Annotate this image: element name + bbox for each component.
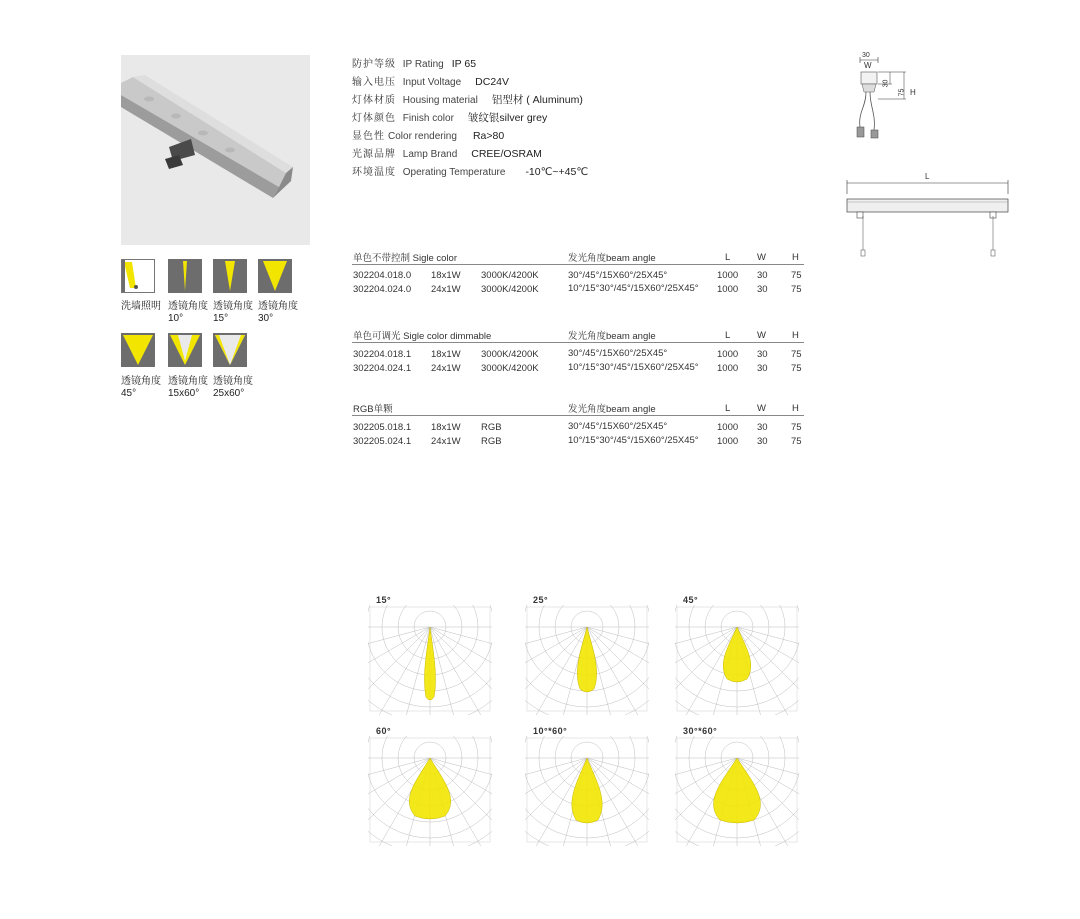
lens-caption (213, 301, 253, 325)
side-view-svg (845, 172, 1010, 262)
col-h-header: H (792, 330, 799, 341)
table-rule (352, 264, 804, 265)
spec-value: 皱纹银silver grey (467, 112, 548, 124)
lens-10-icon (168, 259, 202, 293)
cell-cct: 3000K/4200K (481, 349, 539, 360)
beam-lobe (723, 627, 751, 682)
cell-h: 75 (791, 363, 802, 374)
cell-beam: 30°/45°/15X60°/25X45° (568, 348, 668, 359)
spec-value: -10℃~+45℃ (525, 166, 589, 178)
lens-caption-line1: 透镜角度 (168, 301, 208, 312)
beam-angle-header: 发光角度beam angle (568, 331, 656, 342)
cell-h: 75 (791, 436, 802, 447)
table-title: RGB单颗 (353, 404, 393, 415)
table-rule (352, 342, 804, 343)
lens-caption-line2: 25x60° (213, 388, 245, 399)
spec-value: Ra>80 (472, 130, 505, 142)
cell-w: 30 (757, 422, 768, 433)
cell-w: 30 (757, 270, 768, 281)
cell-code: 302204.024.1 (353, 363, 412, 374)
spec-row (352, 163, 588, 181)
lens-15-icon (213, 259, 247, 293)
polar-diagram (368, 605, 492, 715)
cell-power: 18x1W (431, 422, 461, 433)
spec-value: 铝型材 ( Aluminum) (491, 94, 583, 106)
height-value-1: 30 (882, 79, 890, 88)
lens-caption-line2: 10° (168, 313, 184, 324)
cell-w: 30 (757, 363, 768, 374)
end-view-drawing (848, 52, 928, 152)
spec-label-en: Finish color (402, 113, 454, 124)
col-h-header: H (792, 252, 799, 263)
table-rule (352, 415, 804, 416)
cell-l: 1000 (717, 422, 739, 433)
cell-code: 302204.018.0 (353, 270, 412, 281)
col-h-header: H (792, 403, 799, 414)
cell-beam: 10°/15°30°/45°/15X60°/25X45° (568, 362, 699, 373)
cell-beam: 30°/45°/15X60°/25X45° (568, 421, 668, 432)
lens-caption (121, 376, 161, 400)
col-w-header: W (757, 252, 766, 263)
beam-lobe (424, 627, 435, 700)
led-bar-image (121, 55, 310, 245)
cell-code: 302204.024.0 (353, 284, 412, 295)
spec-label-en: Housing material (402, 95, 478, 106)
cell-w: 30 (757, 436, 768, 447)
beam-angle-header: 发光角度beam angle (568, 253, 656, 264)
lens-caption-line2: 15x60° (168, 388, 200, 399)
cell-power: 24x1W (431, 284, 461, 295)
table-title: 单色可调光 Sigle color dimmable (353, 331, 492, 342)
beam-lobe (409, 758, 450, 819)
lens-caption (258, 301, 298, 325)
cell-power: 24x1W (431, 436, 461, 447)
cell-code: 302204.018.1 (353, 349, 412, 360)
beam-15x60-icon (168, 333, 202, 367)
polar-title: 30°*60° (683, 726, 718, 736)
beam-angle-header: 发光角度beam angle (568, 404, 656, 415)
cell-beam: 10°/15°30°/45°/15X60°/25X45° (568, 283, 699, 294)
spec-list (352, 55, 588, 181)
lens-30-icon (258, 259, 292, 293)
width-value: 30 (862, 52, 870, 59)
lens-caption-line2: 45° (121, 388, 137, 399)
cell-l: 1000 (717, 363, 739, 374)
wall-wash-beam-icon (122, 260, 154, 292)
polar-diagram (675, 605, 799, 715)
spec-value: CREE/OSRAM (471, 148, 542, 160)
spec-value: IP 65 (451, 58, 477, 70)
cell-l: 1000 (717, 270, 739, 281)
spec-label-cn: 环境温度 (352, 167, 396, 178)
spec-row (352, 109, 588, 127)
spec-label-en: Lamp Brand (402, 149, 458, 160)
cell-cct: 3000K/4200K (481, 363, 539, 374)
cell-cct: 3000K/4200K (481, 284, 539, 295)
cell-power: 18x1W (431, 349, 461, 360)
beam-lobe (577, 627, 596, 692)
end-view-svg (848, 52, 928, 152)
width-label: W (864, 61, 872, 70)
polar-diagram (525, 605, 649, 715)
lens-caption-line1: 透镜角度 (213, 301, 253, 312)
lens-caption (168, 301, 208, 325)
spec-row (352, 91, 588, 109)
spec-row (352, 145, 588, 163)
beam-25x60-icon (213, 333, 247, 367)
cell-h: 75 (791, 284, 802, 295)
lens-caption-line1: 透镜角度 (258, 301, 298, 312)
spec-label-cn: 灯体颜色 (352, 113, 396, 124)
cell-power: 18x1W (431, 270, 461, 281)
product-photo (121, 55, 310, 245)
cell-w: 30 (757, 349, 768, 360)
col-l-header: L (725, 403, 731, 414)
cell-h: 75 (791, 270, 802, 281)
cell-code: 302205.024.1 (353, 436, 412, 447)
cell-w: 30 (757, 284, 768, 295)
spec-row (352, 127, 588, 145)
polar-diagram (675, 736, 799, 846)
lens-caption (168, 376, 208, 400)
beam-15-icon (213, 259, 247, 293)
spec-label-en: IP Rating (402, 59, 444, 70)
height-label: H (910, 88, 916, 97)
lens-caption-line2: 15° (213, 313, 229, 324)
cell-power: 24x1W (431, 363, 461, 374)
spec-label-cn: 输入电压 (352, 77, 396, 88)
lens-caption (213, 376, 253, 400)
spec-label-cn: 显色性 (352, 131, 385, 142)
col-w-header: W (757, 330, 766, 341)
lens-caption (121, 301, 161, 313)
spec-label-en: Color rendering (388, 131, 457, 142)
cell-cct: 3000K/4200K (481, 270, 539, 281)
cell-code: 302205.018.1 (353, 422, 412, 433)
polar-diagram (525, 736, 649, 846)
cell-beam: 10°/15°30°/45°/15X60°/25X45° (568, 435, 699, 446)
spec-label-en: Input Voltage (402, 77, 462, 88)
beam-45-icon (121, 333, 155, 367)
spec-row (352, 55, 588, 73)
beam-30-icon (258, 259, 292, 293)
cell-cct: RGB (481, 436, 502, 447)
polar-title: 45° (683, 595, 699, 605)
polar-title: 60° (376, 726, 392, 736)
lens-caption-line1: 透镜角度 (213, 376, 253, 387)
polar-title: 25° (533, 595, 549, 605)
wall-wash-lens-icon (121, 259, 155, 293)
length-label: L (925, 172, 930, 181)
cell-h: 75 (791, 422, 802, 433)
cell-l: 1000 (717, 436, 739, 447)
cell-beam: 30°/45°/15X60°/25X45° (568, 270, 668, 281)
spec-label-cn: 光源品牌 (352, 149, 396, 160)
spec-label-cn: 防护等级 (352, 59, 396, 70)
lens-caption-line2: 30° (258, 313, 274, 324)
beam-lobe (572, 758, 602, 823)
cell-l: 1000 (717, 349, 739, 360)
polar-title: 10°*60° (533, 726, 568, 736)
spec-row (352, 73, 588, 91)
beam-10-icon (168, 259, 202, 293)
col-l-header: L (725, 252, 731, 263)
height-value-2: 75 (898, 88, 906, 97)
table-title: 单色不带控制 Sigle color (353, 253, 457, 264)
spec-label-cn: 灯体材质 (352, 95, 396, 106)
lens-25x60-icon (213, 333, 247, 367)
cell-l: 1000 (717, 284, 739, 295)
lens-caption-line1: 洗墙照明 (121, 301, 161, 312)
cell-cct: RGB (481, 422, 502, 433)
polar-title: 15° (376, 595, 392, 605)
cell-h: 75 (791, 349, 802, 360)
spec-label-en: Operating Temperature (402, 167, 506, 178)
col-l-header: L (725, 330, 731, 341)
col-w-header: W (757, 403, 766, 414)
lens-15x60-icon (168, 333, 202, 367)
spec-value: DC24V (475, 76, 510, 88)
lens-caption-line1: 透镜角度 (121, 376, 161, 387)
polar-diagram (368, 736, 492, 846)
side-view-drawing (845, 172, 1010, 262)
lens-caption-line1: 透镜角度 (168, 376, 208, 387)
lens-45-icon (121, 333, 155, 367)
